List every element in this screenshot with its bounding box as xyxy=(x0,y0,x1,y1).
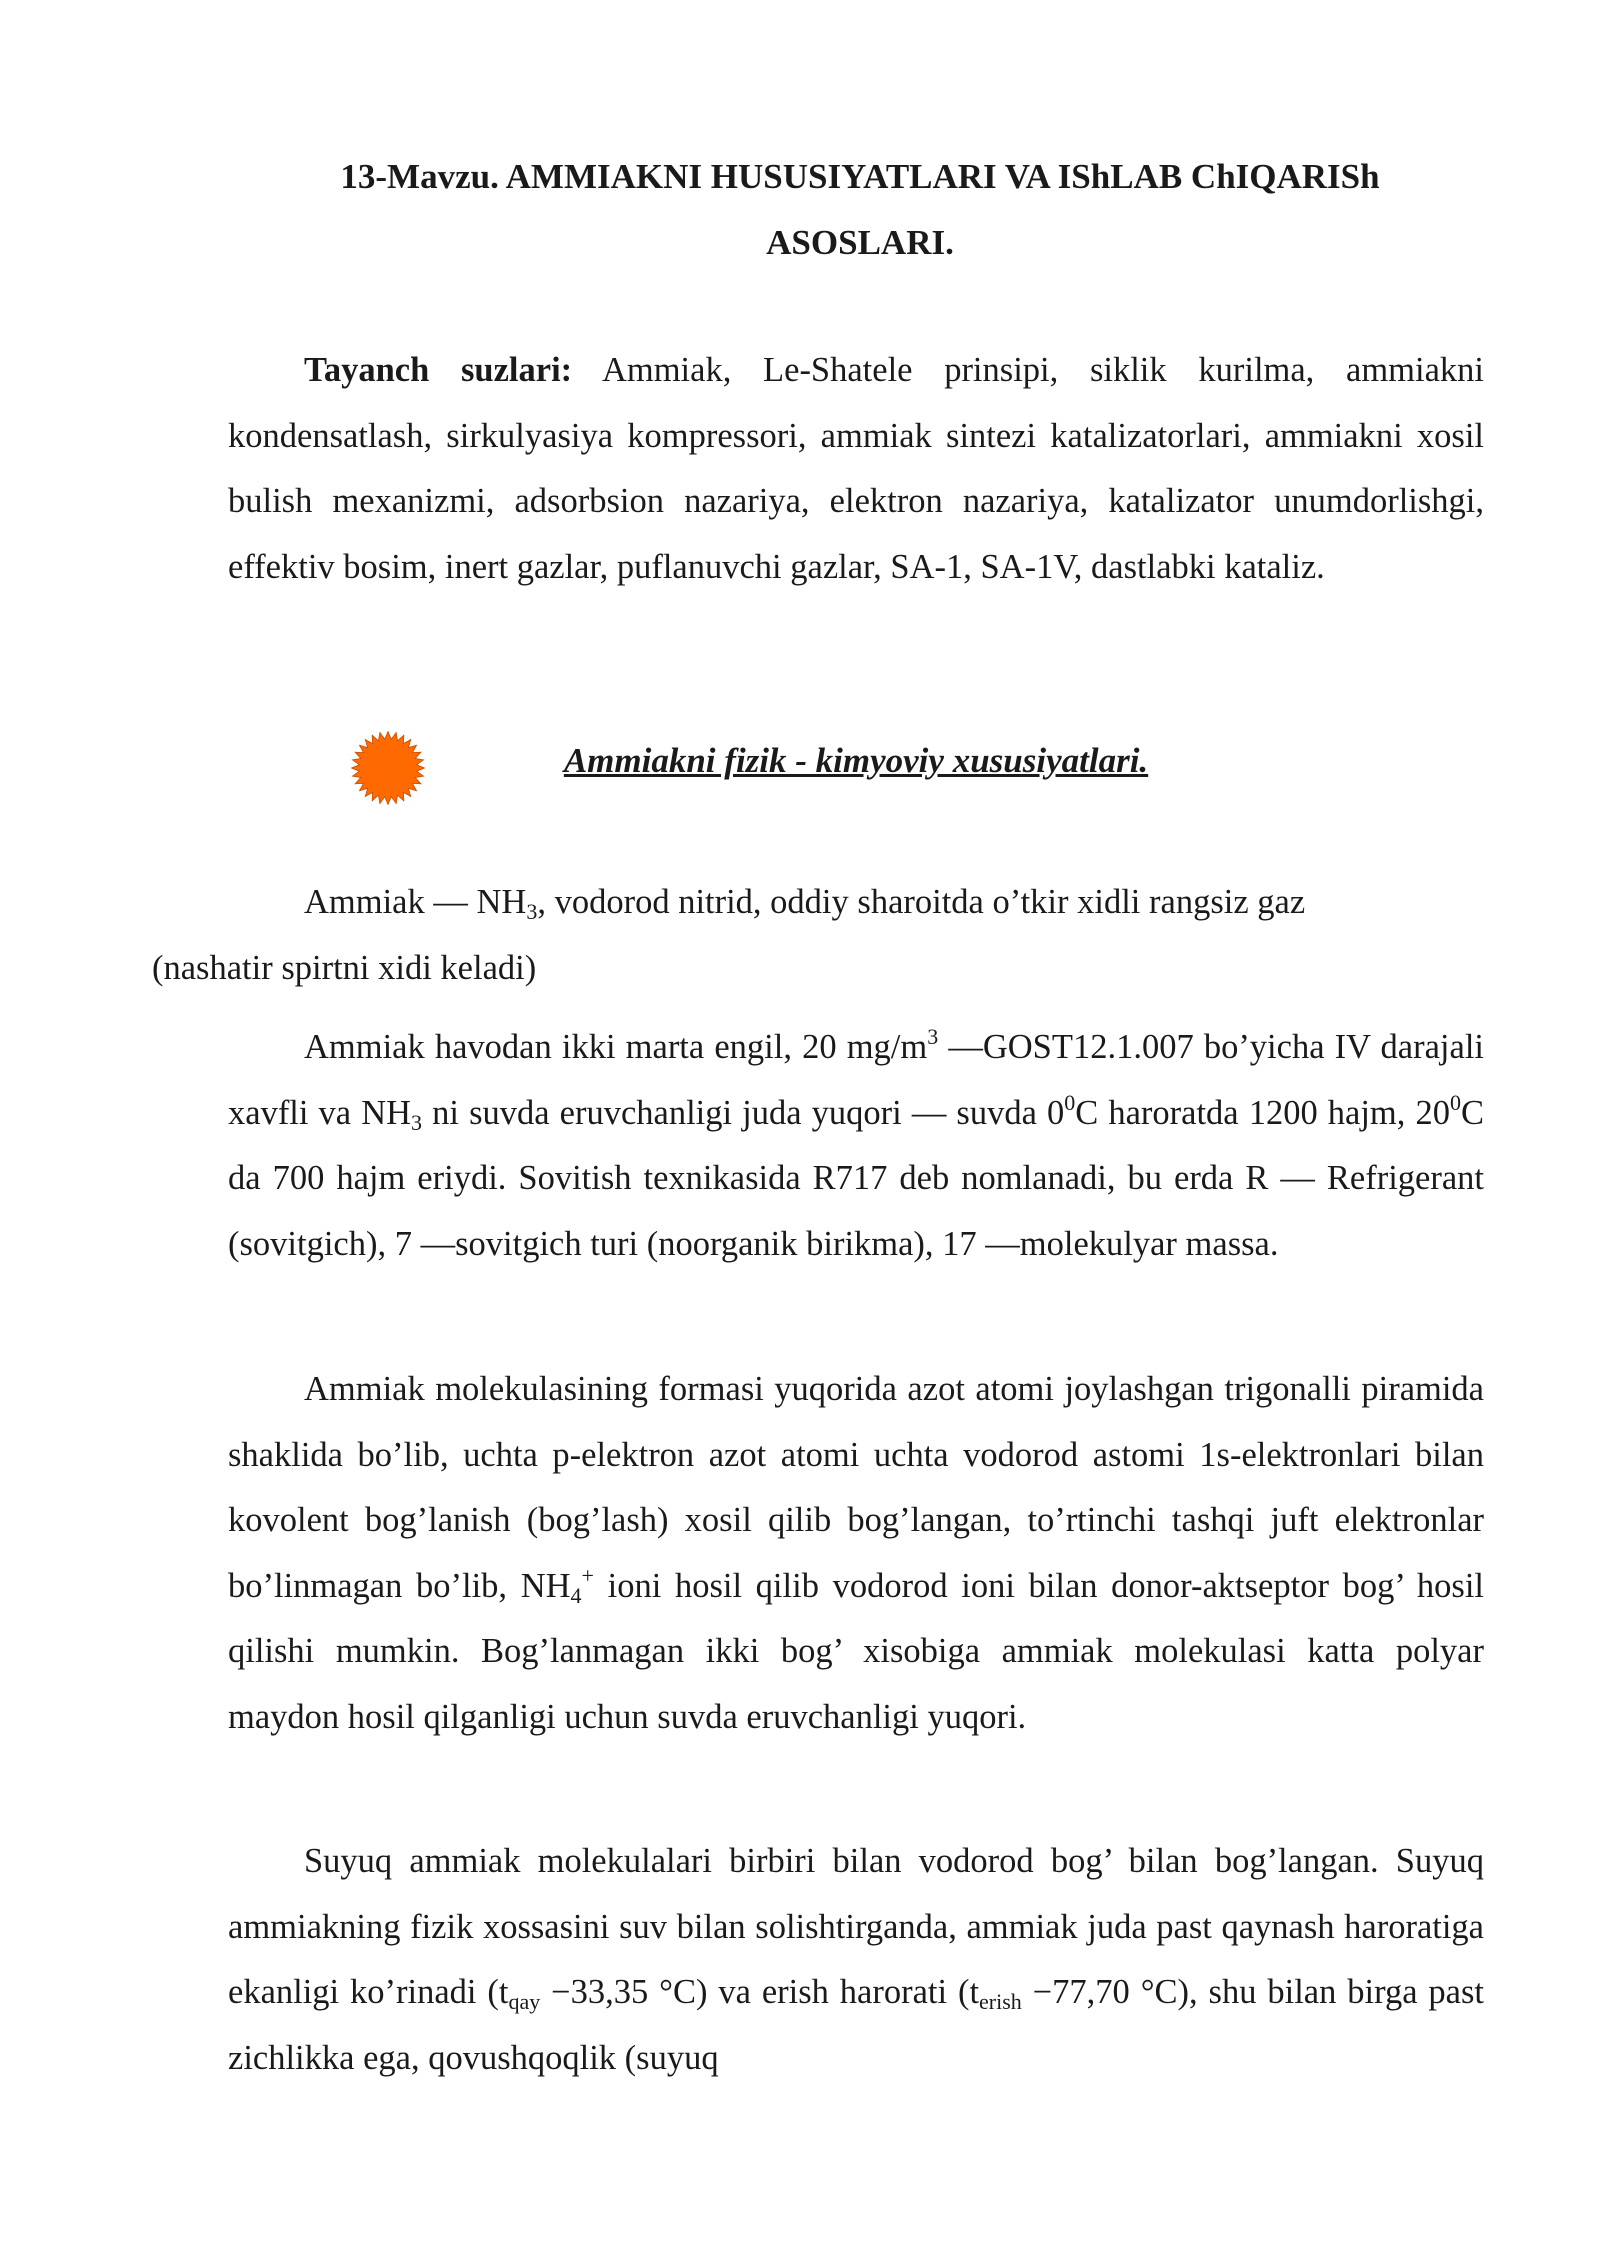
p4-sub-1: qay xyxy=(508,1989,541,2014)
p3-sup: + xyxy=(581,1562,594,1588)
p2-sub-1: 3 xyxy=(411,1109,423,1135)
keywords-text: Ammiak, Le-Shatele prinsipi, siklik kurilma, ammiakni kondensatlash, sirkulyasiya kompressori, ammiak sintezi katalizatorlari, ammiakni xosil bulish mexanizmi, adsorbsion nazariya, elektron nazariya, katalizator unumdorlishgi, effektiv bosim, inert gazlar, puflanuvchi gazlar, SA-1, SA-1V, dastlabki kataliz. xyxy=(228,351,1484,586)
p1-text-a: Ammiak — NH xyxy=(304,883,527,921)
section-heading-row xyxy=(228,730,1484,800)
section-heading: Ammiakni fizik - kimyoviy xususiyatlari. xyxy=(563,741,1149,780)
title-line-1: 13-Mavzu. AMMIAKNI HUSUSIYATLARI VA IShLAB ChIQARISh xyxy=(340,157,1380,196)
p2-sup-2: 0 xyxy=(1064,1089,1076,1115)
p2-sup-1: 3 xyxy=(927,1024,939,1049)
paragraph-molecule-structure xyxy=(228,1357,1484,1750)
p4-text-c: −77,70 °C), shu bilan birga past zichlikka ega, qovushqoqlik (suyuq xyxy=(228,1973,1484,2077)
p3-sub: 4 xyxy=(570,1582,582,1608)
paragraph-liquid-ammonia xyxy=(228,1829,1484,2091)
p2-sup-3: 0 xyxy=(1449,1089,1461,1115)
p4-text-a: Suyuq ammiak molekulalari birbiri bilan vodorod bog’ bilan bog’langan. Suyuq ammiakning fizik xossasini suv bilan solishtirganda, ammiak juda past qaynash haroratiga ekanligi ko’rinadi (t xyxy=(228,1842,1484,2011)
paragraph-ammiak-definition xyxy=(152,870,1484,1001)
p2-text-b: —GOST12.1.007 bo’yicha IV darajali xavfli va NH xyxy=(228,1028,1484,1132)
p2-text-c: ni suvda eruvchanligi juda yuqori — suvda 0 xyxy=(422,1093,1065,1132)
p3-text-b: ioni hosil qilib vodorod ioni bilan donor-aktseptor bog’ hosil qilishi mumkin. Bog’lanmagan ikki bog’ xisobiga ammiak molekulasi katta polyar maydon hosil qilganligi uchun suvda eruvchanligi yuqori. xyxy=(228,1566,1485,1736)
p2-text-d: C haroratda 1200 hajm, 20 xyxy=(1075,1093,1450,1132)
p4-sub-2: erish xyxy=(979,1989,1022,2014)
p2-text-e: C da 700 hajm eriydi. Sovitish texnikasida R717 deb nomlanadi, bu erda R — Refrigerant (sovitgich), 7 —sovitgich turi (noorganik birikma), 17 —molekulyar massa. xyxy=(228,1093,1484,1263)
keywords-paragraph xyxy=(228,338,1484,600)
p4-text-b: −33,35 °C) va erish harorati (t xyxy=(540,1973,980,2011)
title-line-2: ASOSLARI. xyxy=(766,223,954,262)
keywords-label: Tayanch suzlari: xyxy=(304,351,573,389)
p2-text-a: Ammiak havodan ikki marta engil, 20 mg/m xyxy=(304,1028,928,1066)
p1-sub: 3 xyxy=(526,899,538,924)
p1-text-c: (nashatir spirtni xidi keladi) xyxy=(152,948,537,987)
p3-text-a: Ammiak molekulasining formasi yuqorida azot atomi joylashgan trigonalli piramida shaklida bo’lib, uchta p-elektron azot atomi uchta vodorod astomi 1s-elektronlari bilan kovolent bog’lanish (bog’lash) xosil qilib bog’langan, to’rtinchi tashqi juft elektronlar bo’linmagan bo’lib, NH xyxy=(228,1370,1484,1605)
page-title xyxy=(230,144,1490,276)
p1-text-b: , vodorod nitrid, oddiy sharoitda o’tkir xidli rangsiz gaz xyxy=(537,883,1306,921)
paragraph-ammiak-properties xyxy=(228,1015,1484,1277)
